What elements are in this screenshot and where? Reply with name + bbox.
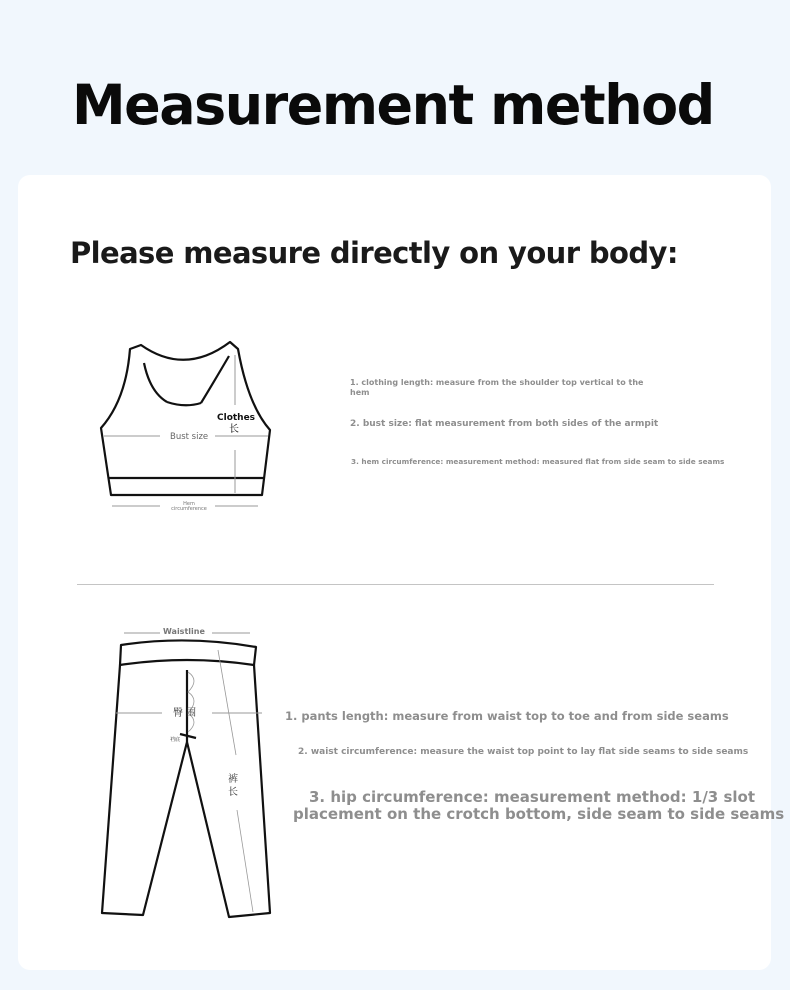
hip-cn-label: 臀 围 xyxy=(173,708,197,719)
card-subtitle: Please measure directly on your body: xyxy=(70,236,678,270)
hem-label-1: Hem xyxy=(183,501,195,507)
bust-size-label: Bust size xyxy=(170,432,209,442)
top-note-3: 3. hem circumference: measurement method: measured flat from side seam to side seams xyxy=(351,457,725,466)
clothes-length-cn-label: 长 xyxy=(229,424,239,435)
bottom-note-3: 3. hip circumference: measurement method: 1/3 slot placement on the crotch bottom, side seam to side seams xyxy=(293,788,785,823)
top-note-1: 1. clothing length: measure from the shoulder top vertical to the hem xyxy=(350,378,644,397)
bottom-note-1: 1. pants length: measure from waist top to toe and from side seams xyxy=(285,709,729,723)
pants-length-cn-1: 裤 xyxy=(228,774,238,785)
pants-length-cn-2: 长 xyxy=(228,787,238,798)
waistline-label: Waistline xyxy=(163,627,205,636)
page-title: Measurement method xyxy=(72,73,714,137)
leggings-diagram xyxy=(95,615,290,930)
top-note-2: 2. bust size: flat measurement from both sides of the armpit xyxy=(350,419,659,429)
clothes-length-label: Clothes xyxy=(217,413,256,423)
hem-label-2: circumference xyxy=(171,506,207,512)
crotch-cn-label: 裆底 xyxy=(170,737,181,743)
sports-bra-diagram xyxy=(95,335,285,520)
bottom-note-2: 2. waist circumference: measure the waist top point to lay flat side seams to side seams xyxy=(298,747,749,757)
section-divider xyxy=(77,584,714,585)
